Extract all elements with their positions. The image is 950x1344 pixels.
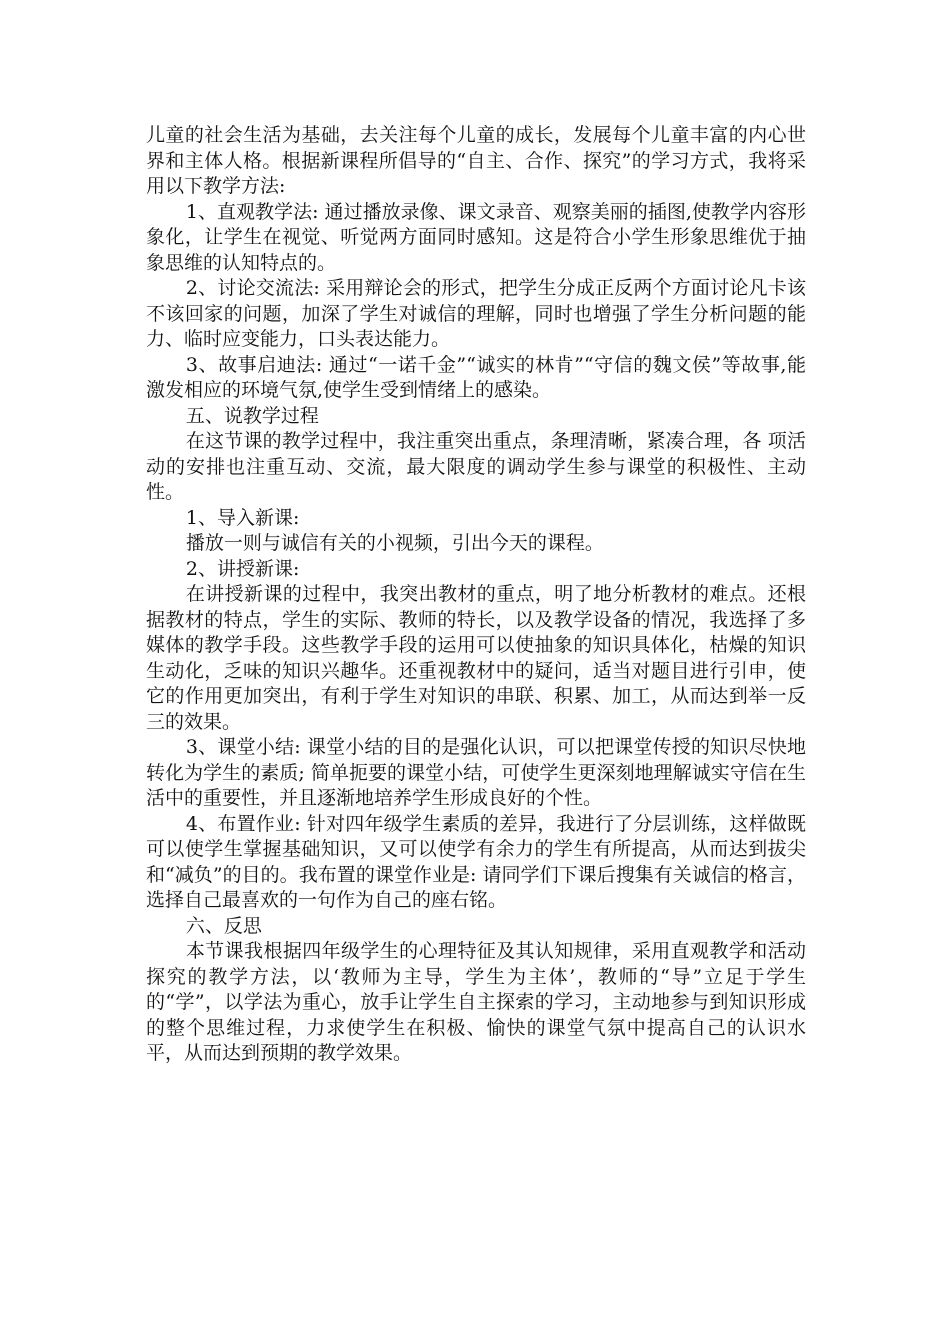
paragraph-summary: 3、课堂小结: 课堂小结的目的是强化认识，可以把课堂传授的知识尽快地转化为学生的素质; 简单扼要的课堂小结，可使学生更深刻地理解诚实守信在生活中的重要性，并且逐渐地培养学生形成良好的个性。	[146, 736, 806, 809]
paragraph-intro-lesson: 播放一则与诚信有关的小视频，引出今天的课程。	[185, 532, 604, 554]
section-heading-process: 五、说教学过程	[185, 404, 319, 427]
paragraph-method-3: 3、故事启迪法: 通过“一诺千金”“诚实的林肯”“守信的魏文侯”等故事,能激发相应的环境气氛,使学生受到情绪上的感染。	[146, 353, 806, 401]
document-page	[146, 123, 806, 1067]
paragraph-continuation: 儿童的社会生活为基础，去关注每个儿童的成长，发展每个儿童丰富的内心世界和主体人格。根据新课程所倡导的“自主、合作、探究”的学习方式，我将采用以下教学方法:	[146, 124, 806, 197]
section-heading-reflection: 六、反思	[185, 914, 262, 937]
subheading-intro-lesson: 1、导入新课:	[185, 506, 300, 529]
paragraph-teach-lesson: 在讲授新课的过程中，我突出教材的重点，明了地分析教材的难点。还根据教材的特点，学生的实际、教师的特长，以及教学设备的情况，我选择了多媒体的教学手段。这些教学手段的运用可以使抽象的知识具体化，枯燥的知识生动化，乏味的知识兴趣华。还重视教材中的疑问，适当对题目进行引申，使它的作用更加突出，有利于学生对知识的串联、积累、加工，从而达到举一反三的效果。	[146, 583, 806, 733]
paragraph-method-1: 1、直观教学法: 通过播放录像、课文录音、观察美丽的插图,使教学内容形象化，让学生在视觉、听觉两方面同时感知。这是符合小学生形象思维优于抽象思维的认知特点的。	[146, 200, 806, 274]
subheading-teach-lesson: 2、讲授新课:	[185, 557, 300, 580]
paragraph-process-intro: 在这节课的教学过程中，我注重突出重点，条理清晰，紧凑合理，各 项活动的安排也注重互动、交流，最大限度的调动学生参与课堂的积极性、主动性。	[146, 430, 806, 503]
paragraph-homework: 4、布置作业: 针对四年级学生素质的差异，我进行了分层训练，这样做既可以使学生掌握基础知识，又可以使学有余力的学生有所提高，从而达到拔尖和“减负”的目的。我布置的课堂作业是: 请同学们下课后搜集有关诚信的格言，选择自己最喜欢的一句作为自己的座右铭。	[146, 812, 806, 911]
paragraph-reflection: 本节课我根据四年级学生的心理特征及其认知规律，采用直观教学和活动探究的教学方法，以‘教师为主导，学生为主体’，教师的“导”立足于学生的“学”，以学法为重心，放手让学生自主探索的学习，主动地参与到知识形成的整个思维过程，力求使学生在积极、愉快的课堂气氛中提高自己的认识水平，从而达到预期的教学效果。	[146, 940, 806, 1064]
paragraph-method-2: 2、讨论交流法: 采用辩论会的形式，把学生分成正反两个方面讨论凡卡该不该回家的问题，加深了学生对诚信的理解，同时也增强了学生分析问题的能力、临时应变能力，口头表达能力。	[146, 277, 806, 350]
